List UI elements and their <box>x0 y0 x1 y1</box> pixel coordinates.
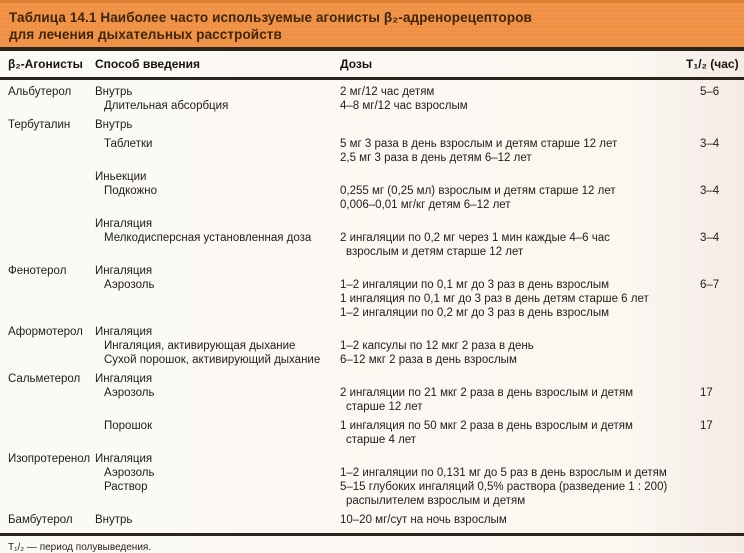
cell-agonist-name: Тербуталин <box>8 119 71 131</box>
cell-dose: 1–2 ингаляции по 0,1 мг до 3 раз в день взрослым <box>340 279 610 291</box>
cell-administration-route <box>95 245 340 259</box>
cell-administration-route: Ингаляция <box>95 453 153 465</box>
cell-dose: 1–2 капсулы по 12 мкг 2 раза в день <box>340 340 534 352</box>
table-row <box>8 137 744 151</box>
cell-dose <box>340 325 686 339</box>
table-row <box>8 339 744 353</box>
table-row <box>8 325 744 339</box>
cell-agonist-name <box>8 339 95 353</box>
cell-halflife-value <box>686 217 744 231</box>
cell-halflife-value <box>686 400 744 414</box>
column-header-halflife: T₁/₂ (час) <box>686 57 739 71</box>
cell-agonist-name <box>8 245 95 259</box>
cell-halflife-value <box>686 452 744 466</box>
cell-halflife-value <box>686 306 744 320</box>
cell-dose <box>340 264 686 278</box>
cell-agonist-name <box>8 292 95 306</box>
table-row <box>8 217 744 231</box>
cell-dose: 1–2 ингаляции по 0,2 мг до 3 раз в день взрослым <box>340 307 610 319</box>
cell-agonist-name <box>8 353 95 367</box>
table-row <box>8 480 744 494</box>
cell-administration-route: Аэрозоль <box>104 467 155 479</box>
cell-halflife-value <box>686 151 744 165</box>
cell-agonist-name <box>8 419 95 433</box>
cell-dose: 2 ингаляции по 0,2 мг через 1 мин каждые 4–6 час <box>340 232 610 244</box>
cell-halflife-value <box>686 494 744 508</box>
cell-dose: распылителем взрослым и детям <box>346 495 526 507</box>
table-row <box>8 151 744 165</box>
cell-dose: 2 ингаляции по 21 мкг 2 раза в день взрослым и детям <box>340 387 634 399</box>
cell-agonist-name <box>8 198 95 212</box>
cell-administration-route: Ингаляция <box>95 373 153 385</box>
cell-administration-route <box>95 400 340 414</box>
cell-agonist-name <box>8 433 95 447</box>
cell-administration-route: Внутрь <box>95 119 133 131</box>
cell-agonist-name <box>8 184 95 198</box>
cell-dose: 1 ингаляция по 0,1 мг до 3 раз в день детям старше 6 лет <box>340 293 649 305</box>
cell-agonist-name <box>8 151 95 165</box>
table-row <box>8 372 744 386</box>
cell-administration-route: Внутрь <box>95 86 133 98</box>
table-row <box>8 400 744 414</box>
cell-halflife-value: 5–6 <box>700 86 720 98</box>
cell-dose: 10–20 мг/сут на ночь взрослым <box>340 514 507 526</box>
table-row <box>8 306 744 320</box>
cell-agonist-name: Бамбутерол <box>8 514 73 526</box>
cell-agonist-name <box>8 480 95 494</box>
table-title-banner <box>0 0 744 47</box>
table-row <box>8 513 744 527</box>
cell-halflife-value <box>686 292 744 306</box>
cell-dose: 1 ингаляция по 50 мкг 2 раза в день взрослым и детям <box>340 420 633 432</box>
cell-halflife-value: 3–4 <box>700 232 720 244</box>
cell-halflife-value <box>686 339 744 353</box>
cell-agonist-name: Изопротеренол <box>8 453 91 465</box>
cell-agonist-name: Альбутерол <box>8 86 72 98</box>
cell-administration-route: Длительная абсорбция <box>104 100 229 112</box>
cell-agonist-name <box>8 466 95 480</box>
cell-halflife-value <box>686 264 744 278</box>
cell-dose: взрослым и детям старше 12 лет <box>346 246 524 258</box>
cell-halflife-value: 17 <box>700 387 713 399</box>
cell-dose: 5–15 глубоких ингаляций 0,5% раствора (разведение 1 : 200) <box>340 481 668 493</box>
cell-agonist-name <box>8 306 95 320</box>
cell-dose <box>340 118 686 132</box>
cell-administration-route: Мелкодисперсная установленная доза <box>104 232 312 244</box>
cell-dose <box>340 452 686 466</box>
cell-halflife-value <box>686 372 744 386</box>
cell-administration-route: Таблетки <box>104 138 153 150</box>
column-header-row <box>0 51 744 77</box>
cell-halflife-value: 3–4 <box>700 138 720 150</box>
table-row <box>8 231 744 245</box>
cell-dose: старше 12 лет <box>346 401 423 413</box>
table-body <box>0 80 744 533</box>
cell-administration-route <box>95 433 340 447</box>
cell-dose <box>340 217 686 231</box>
cell-dose: 5 мг 3 раза в день взрослым и детям старше 12 лет <box>340 138 618 150</box>
table-row <box>8 452 744 466</box>
cell-administration-route <box>95 151 340 165</box>
cell-halflife-value: 6–7 <box>700 279 720 291</box>
cell-administration-route: Аэрозоль <box>104 279 155 291</box>
cell-administration-route: Раствор <box>104 481 148 493</box>
table-title-line2: для лечения дыхательных расстройств <box>9 27 282 42</box>
cell-agonist-name: Фенотерол <box>8 265 67 277</box>
cell-dose: 4–8 мг/12 час взрослым <box>340 100 468 112</box>
cell-dose: старше 4 лет <box>346 434 417 446</box>
cell-halflife-value <box>686 170 744 184</box>
table-row <box>8 292 744 306</box>
cell-administration-route: Внутрь <box>95 514 133 526</box>
cell-dose: 2,5 мг 3 раза в день детям 6–12 лет <box>340 152 532 164</box>
column-header-doses: Дозы <box>340 57 373 71</box>
cell-halflife-value <box>686 245 744 259</box>
cell-halflife-value <box>686 118 744 132</box>
table-row <box>8 386 744 400</box>
cell-administration-route: Иньекции <box>95 171 147 183</box>
table-row <box>8 433 744 447</box>
cell-halflife-value <box>686 480 744 494</box>
cell-dose: 0,006–0,01 мг/кг детям 6–12 лет <box>340 199 511 211</box>
cell-halflife-value <box>686 99 744 113</box>
column-header-route: Способ введения <box>95 57 201 71</box>
table-row <box>8 278 744 292</box>
cell-halflife-value <box>686 466 744 480</box>
table-row <box>8 419 744 433</box>
cell-agonist-name <box>8 278 95 292</box>
footnote: T₁/₂ — период полувыведения. <box>8 542 152 553</box>
cell-dose: 2 мг/12 час детям <box>340 86 435 98</box>
cell-agonist-name <box>8 231 95 245</box>
column-header-agonists: β₂-Агонисты <box>8 57 83 71</box>
cell-agonist-name: Сальметерол <box>8 373 81 385</box>
cell-halflife-value <box>686 353 744 367</box>
table-row <box>8 170 744 184</box>
table-row <box>8 85 744 99</box>
table-row <box>8 353 744 367</box>
table-title-line1: Таблица 14.1 Наиболее часто используемые агонисты β₂-адренорецепторов <box>9 10 532 25</box>
cell-dose: 0,255 мг (0,25 мл) взрослым и детям старше 12 лет <box>340 185 616 197</box>
table-row <box>8 198 744 212</box>
cell-administration-route: Ингаляция <box>95 265 153 277</box>
cell-agonist-name <box>8 137 95 151</box>
table-row <box>8 466 744 480</box>
table-row <box>8 494 744 508</box>
cell-administration-route <box>95 292 340 306</box>
cell-administration-route: Ингаляция <box>95 218 153 230</box>
cell-agonist-name <box>8 494 95 508</box>
cell-dose <box>340 170 686 184</box>
cell-halflife-value: 17 <box>700 420 713 432</box>
table-row <box>8 264 744 278</box>
cell-administration-route: Подкожно <box>104 185 157 197</box>
cell-halflife-value: 3–4 <box>700 185 720 197</box>
cell-agonist-name <box>8 400 95 414</box>
cell-agonist-name <box>8 99 95 113</box>
table-row <box>8 184 744 198</box>
table-row <box>8 99 744 113</box>
cell-dose: 6–12 мкг 2 раза в день взрослым <box>340 354 517 366</box>
cell-agonist-name: Аформотерол <box>8 326 83 338</box>
cell-halflife-value <box>686 433 744 447</box>
cell-administration-route: Сухой порошок, активирующий дыхание <box>104 354 321 366</box>
table-row <box>8 245 744 259</box>
cell-agonist-name <box>8 170 95 184</box>
cell-halflife-value <box>686 325 744 339</box>
cell-administration-route: Порошок <box>104 420 153 432</box>
cell-administration-route <box>95 306 340 320</box>
cell-agonist-name <box>8 217 95 231</box>
table-row <box>8 118 744 132</box>
cell-administration-route: Ингаляция, активирующая дыхание <box>104 340 296 352</box>
cell-dose: 1–2 ингаляции по 0,131 мг до 5 раз в день взрослым и детям <box>340 467 667 479</box>
cell-halflife-value <box>686 198 744 212</box>
cell-administration-route <box>95 494 340 508</box>
cell-dose <box>340 372 686 386</box>
cell-administration-route <box>95 198 340 212</box>
cell-administration-route: Ингаляция <box>95 326 153 338</box>
cell-agonist-name <box>8 386 95 400</box>
cell-halflife-value <box>686 513 744 527</box>
cell-administration-route: Аэрозоль <box>104 387 155 399</box>
